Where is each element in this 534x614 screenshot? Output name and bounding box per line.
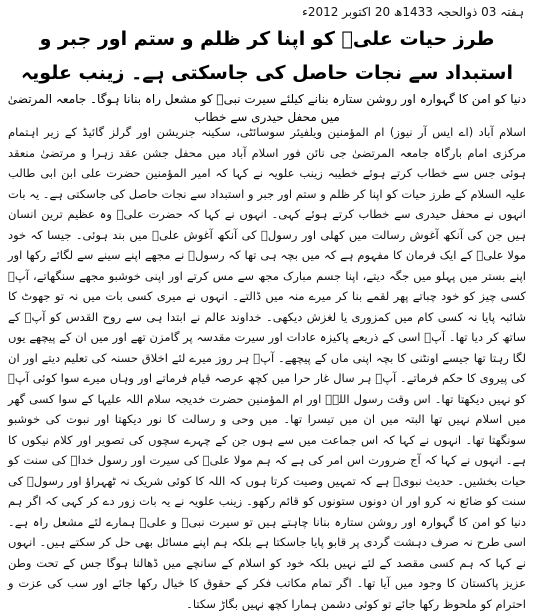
subheadline: دنیا کو امن کا گہوارہ اور روشن ستارہ بنانے کیلئے سیرت نبیؐ کو مشعل راہ بنانا ہوگا۔ جامعہ المرتضیٰ میں محفل حیدری سے خطاب xyxy=(7,92,527,124)
dateline: ہفتہ 03 ذوالحجہ 1433ھ 20 اکتوبر 2012ء xyxy=(302,5,524,19)
article-body xyxy=(8,122,526,611)
article-paragraph: اسلام آباد (اے ایس آر نیوز) ام المؤمنین ویلفیئر سوسائٹی، سکینہ جنریشن اور گرلز گائیڈ کے زیر اہتمام مرکزی امام بارگاہ جامعہ المرتضیٰ جی نائن فور اسلام آباد میں محفل جشن عقد زہرا و مرتضیٰ منعقد ہوئی جس سے خطاب کرتے ہوئے خطیبہ زینب علویہ نے کہا کہ امیر المؤمنین حضرت علی ابن ابی طالب علیہ السلام کے طرز حیات کو اپنا کر ظلم و ستم اور جبر و استبداد سے نجات حاصل کی جاسکتی ہے۔ یہ بات انہوں نے محفل حیدری سے خطاب کرتے ہوئے کہی۔ انہوں نے کہا کہ حضرت علیؑ وہ عظیم ترین انسان ہیں جن کی آنکھ آغوش رسالت میں کھلی اور رسولؐ کی آنکھ آغوش علیؑ میں بند ہوئی۔ جیسا کہ خود مولا علیؑ کے ایک فرمان کا مفہوم ہے کہ میں بچہ ہی تھا کہ رسولؐ نے مجھے اپنے سینے سے لگائے رکھا اور اپنے بستر میں پہلو میں جگہ دیتے، اپنا جسم مبارک مجھ سے مس کرتے اور اپنی خوشبو مجھے سنگھاتے، آپؐ کسی چیز کو خود چباتے پھر لقمے بنا کر میرے منہ میں ڈالتے۔ انہوں نے میری کسی بات میں نہ تو جھوٹ کا شائبہ پایا نہ کسی کام میں کمزوری یا لغزش دیکھی۔ خداوند عالم نے ابتدا ہی سے روح القدس کو آپؐ کے ساتھ کر دیا تھا۔ آپؐ اسی کے ذریعے پاکیزہ عادات اور سیرت مقدسہ پر گامزن تھے اور میں ان کے پیچھے یوں لگا رہتا تھا جیسے اونٹنی کا بچہ اپنی ماں کے پیچھے۔ آپؐ ہر روز میرے لئے اخلاق حسنہ کی تعلیم دیتے اور ان کی پیروی کا حکم فرماتے۔ آپؐ ہر سال غار حرا میں کچھ عرصہ قیام فرماتے اور وہاں میرے سوا کوئی آپؐ کو نہیں دیکھتا تھا۔ اس وقت رسول اللہؐ اور ام المؤمنین حضرت خدیجہ سلام اللہ علیہا کے سوا کسی گھر میں اسلام نہیں تھا البتہ میں ان میں تیسرا تھا۔ میں وحی و رسالت کا نور دیکھتا اور نبوت کی خوشبو سونگھتا تھا۔ انہوں نے کہا کہ اس جماعت میں سے ہوں جن کے چہرے سچوں کی تصویر اور کلام نیکوں کا ہے۔ انہوں نے کہا کہ آج ضرورت اس امر کی ہے کہ ہم مولا علیؑ کی سیرت اور رسول خداؐ کی سنت کو حیات بخشیں۔ حدیث نبویؐ ہے کہ تمہیں وصیت کرتا ہوں کہ اللہ کا کوئی شریک نہ ٹھہراؤ اور رسولؐ کی سنت کو ضائع نہ کرو اور ان دونوں ستونوں کو قائم رکھو۔ زینب علویہ نے یہ بات زور دے کر کہی کہ اگر ہم دنیا کو امن کا گہوارہ اور روشن ستارہ بنانا چاہتے ہیں تو سیرت نبیؐ و علیؑ ہمارے لئے مشعل راہ ہے۔ اسی طرح نہ صرف دہشت گردی پر قابو پایا جاسکتا ہے بلکہ ہم اپنے مسائل بھی حل کر سکتے ہیں۔ انہوں نے کہا کہ ہم کسی مقصد کے لئے نہیں بلکہ خود کو اسلام کے سانچے میں ڈھالنا ہوگا جس کے تحت وطن عزیز پاکستان کا وجود میں آیا تھا۔ اگر تمام مکاتب فکر کے حقوق کا خیال رکھا جائے اور سب کی عزت و احترام کو ملحوظ رکھا جائے تو کوئی دشمن ہمارا کچھ نہیں بگاڑ سکتا۔ xyxy=(8,125,526,611)
headline: طرز حیات علیؑ کو اپنا کر ظلم و ستم اور جبر و استبداد سے نجات حاصل کی جاسکتی ہے۔ زینب علویہ xyxy=(21,28,513,84)
